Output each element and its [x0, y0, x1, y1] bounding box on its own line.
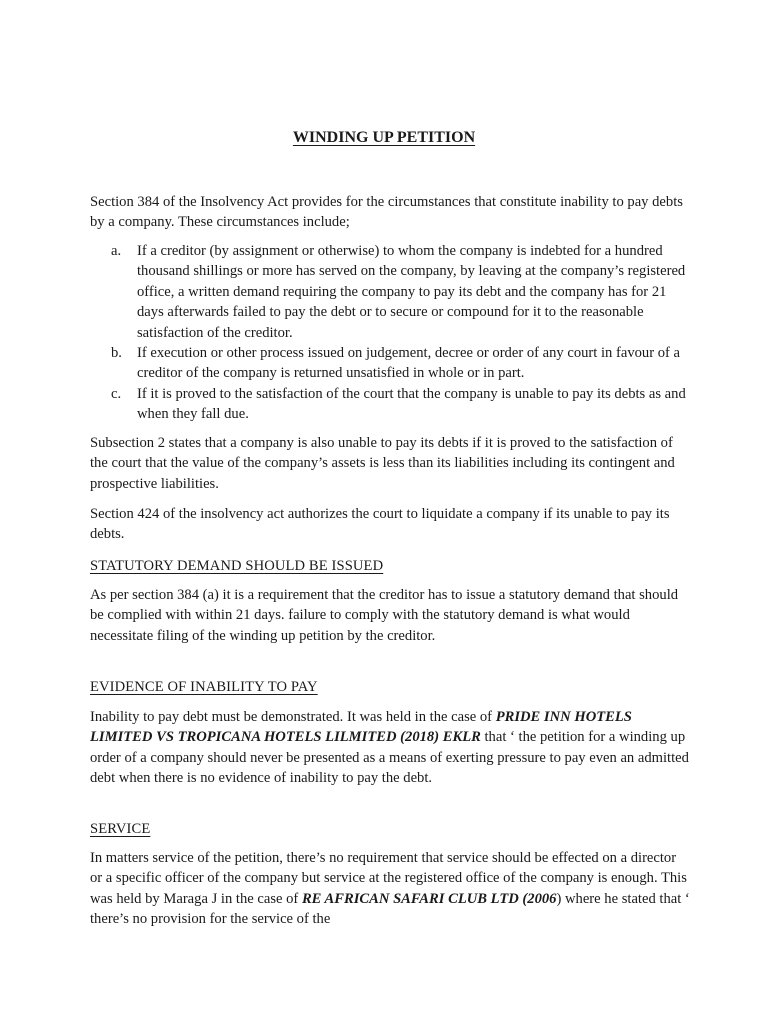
case-citation: PRIDE INN HOTELS LIMITED VS TROPICANA HOTELS LILMITED (2018) EKLR — [90, 709, 632, 746]
list-item — [90, 384, 690, 425]
case-citation: RE AFRICAN SAFARI CLUB LTD (2006 — [301, 890, 557, 907]
circumstances-list — [90, 241, 690, 425]
statutory-demand-heading: STATUTORY DEMAND SHOULD BE ISSUED — [90, 558, 384, 574]
list-item — [90, 241, 690, 343]
section-424-paragraph: Section 424 of the insolvency act authorizes the court to liquidate a company if its unable to pay its debts. — [90, 506, 670, 543]
list-marker: a. — [111, 243, 122, 259]
service-heading: SERVICE — [90, 821, 151, 837]
evidence-heading: EVIDENCE OF INABILITY TO PAY — [90, 679, 318, 695]
list-item-text: If execution or other process issued on judgement, decree or order of any court in favour of a creditor of the company is returned unsatisfied in whole or in part. — [137, 345, 681, 382]
list-item-text: If it is proved to the satisfaction of the court that the company is unable to pay its debts as and when they fall due. — [137, 385, 686, 423]
evidence-paragraph — [90, 707, 690, 789]
evidence-text-start: Inability to pay debt must be demonstrated. It was held in the case of — [90, 709, 496, 725]
service-paragraph — [90, 848, 690, 930]
document-title: WINDING UP PETITION — [292, 129, 476, 146]
list-item-text: If a creditor (by assignment or otherwise) to whom the company is indebted for a hundred thousand shillings or more has served on the company, by leaving at the company’s registered office, a written demand requiring the company to pay its debt and the company has for 21 days afterwards failed to pay the debt or to secure or compound for it to the reasonable satisfaction of the creditor. — [137, 243, 686, 341]
subsection-2-paragraph: Subsection 2 states that a company is also unable to pay its debts if it is proved to the satisfaction of the court that the value of the company’s assets is less than its liabilities including its contingent and prospective liabilities. — [90, 435, 675, 492]
list-marker: c. — [111, 385, 122, 402]
list-marker: b. — [111, 345, 122, 362]
evidence-text-end: that ‘ the petition for a winding up order of a company should never be presented as a means of exerting pressure to pay even an admitted debt when there is no evidence of inability to pay the debt. — [90, 729, 689, 787]
list-item — [90, 343, 690, 384]
intro-paragraph: Section 384 of the Insolvency Act provides for the circumstances that constitute inability to pay debts by a company. These circumstances include; — [90, 194, 683, 231]
service-text-end: ) where he stated that ‘ there’s no provision for the service of the — [90, 890, 690, 928]
statutory-demand-paragraph: As per section 384 (a) it is a requirement that the creditor has to issue a statutory demand that should be complied with within 21 days. failure to comply with the statutory demand is what would necessitate filing of the winding up petition by the creditor. — [90, 587, 679, 644]
service-text-start: In matters service of the petition, there’s no requirement that service should be effected on a director or a specific officer of the company but service at the registered office of the company is enough. This was held by Maraga J in the case of — [90, 850, 687, 907]
